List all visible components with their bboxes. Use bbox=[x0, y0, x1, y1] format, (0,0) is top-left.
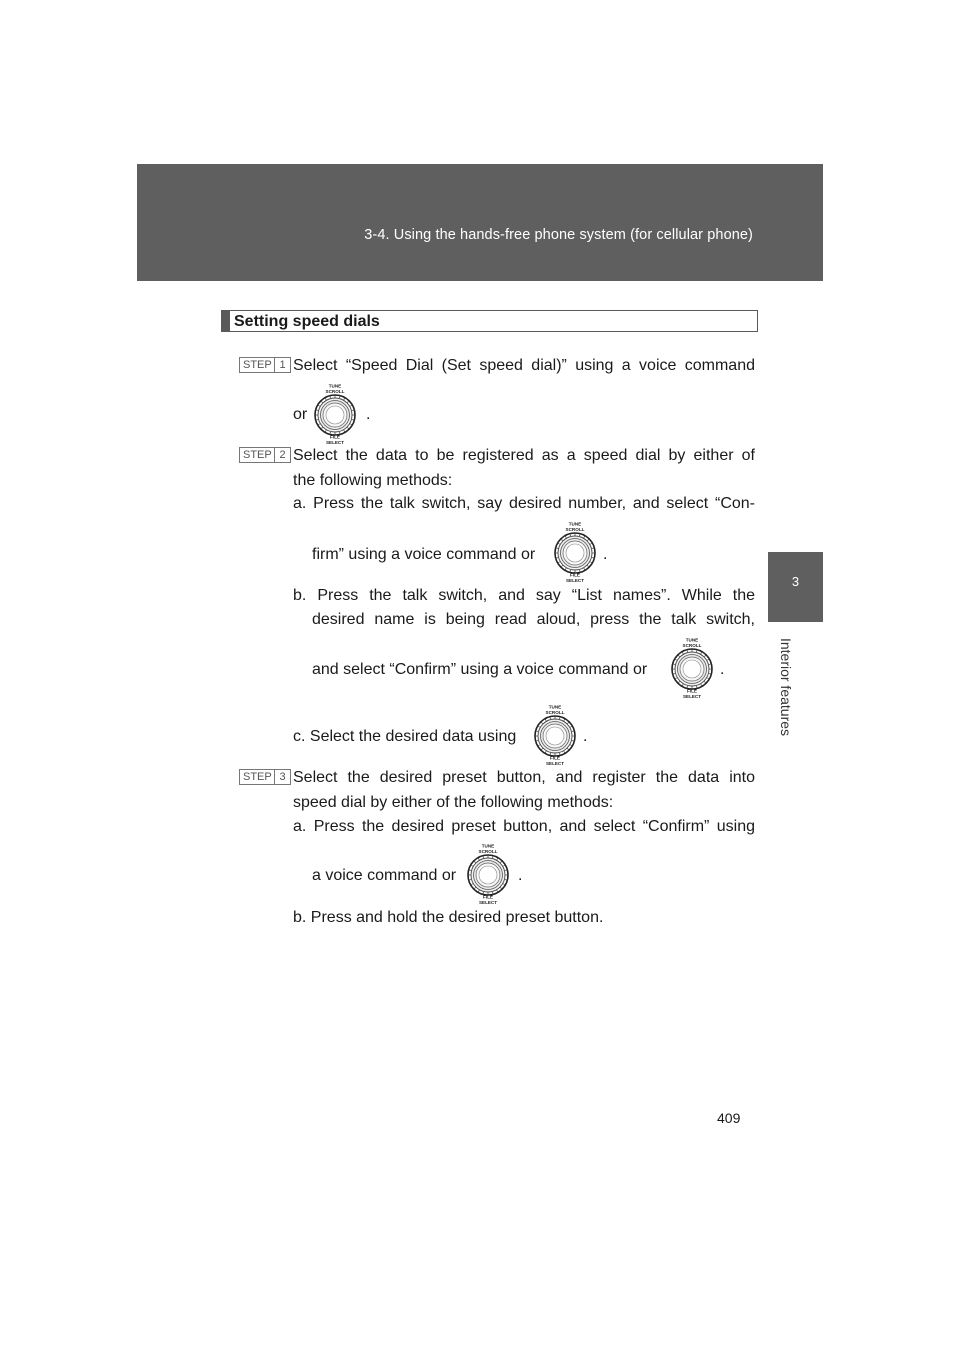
step-2-option-a-line-1: a. Press the talk switch, say desired number, and select “Con- bbox=[293, 495, 755, 512]
knob-ring-5 bbox=[546, 727, 564, 745]
knob-ring-5 bbox=[479, 866, 497, 884]
knob-label-bottom-1: FILE bbox=[550, 755, 560, 761]
page-number: 409 bbox=[717, 1110, 741, 1126]
chapter-header-band bbox=[137, 164, 823, 281]
knob-label-bottom-2: SELECT bbox=[565, 578, 585, 583]
step-3-text-line-1: Select the desired preset button, and register the data into bbox=[293, 769, 755, 786]
step-1-label: STEP 1 bbox=[239, 357, 291, 373]
knob-label-bottom-2: SELECT bbox=[325, 440, 345, 445]
step-2-option-c-line-1-start: c. Select the desired data using bbox=[293, 728, 517, 745]
tune-select-knob-graphic bbox=[549, 520, 601, 584]
step-1-text-line-2-end: . bbox=[366, 406, 371, 423]
step-2-option-b-line-2: desired name is being read aloud, press the talk switch, bbox=[312, 611, 755, 628]
knob-ring-5 bbox=[566, 544, 584, 562]
knob-label-top-2: SCROLL bbox=[545, 710, 565, 715]
step-2-option-b-line-3-start: and select “Confirm” using a voice command or bbox=[312, 661, 648, 678]
step-3-text-line-2: speed dial by either of the following methods: bbox=[293, 794, 614, 811]
chapter-side-label bbox=[772, 622, 800, 752]
tune-select-knob-graphic bbox=[666, 636, 718, 700]
step-2-option-c-line-1-end: . bbox=[583, 728, 588, 745]
step-1-text-line-1: Select “Speed Dial (Set speed dial)” using a voice command bbox=[293, 357, 755, 374]
knob-label-bottom-1: FILE bbox=[687, 688, 697, 694]
knob-label-top-2: SCROLL bbox=[682, 643, 702, 648]
step-3-option-a-line-2-start: a voice command or bbox=[312, 867, 457, 884]
step-1-text-line-2-start: or bbox=[293, 406, 308, 423]
step-2-text-line-1: Select the data to be registered as a speed dial by either of bbox=[293, 447, 755, 464]
knob-ring-5 bbox=[326, 406, 344, 424]
tune-select-knob-icon bbox=[529, 703, 581, 767]
tune-select-knob-graphic bbox=[309, 382, 361, 446]
chapter-name: Interior features bbox=[778, 637, 794, 737]
knob-label-bottom-2: SELECT bbox=[682, 694, 702, 699]
step-2-option-b-line-3-end: . bbox=[720, 661, 725, 678]
tune-select-knob-graphic bbox=[462, 842, 514, 906]
step-2-option-b-line-1: b. Press the talk switch, and say “List names”. While the bbox=[293, 587, 755, 604]
knob-label-top-1: TUNE bbox=[568, 521, 582, 527]
tune-select-knob-icon bbox=[666, 636, 718, 700]
chapter-number: 3 bbox=[791, 574, 800, 589]
tune-select-knob-graphic bbox=[529, 703, 581, 767]
chapter-tab bbox=[768, 552, 823, 622]
step-3-option-a-line-2-end: . bbox=[518, 867, 523, 884]
knob-label-top-2: SCROLL bbox=[565, 527, 585, 532]
running-header-title: 3-4. Using the hands-free phone system (for cellular phone) bbox=[364, 227, 753, 243]
step-2-text-line-2: the following methods: bbox=[293, 472, 453, 489]
knob-label-bottom-1: FILE bbox=[570, 572, 580, 578]
step-2-option-a-line-2-start: firm” using a voice command or bbox=[312, 546, 536, 563]
knob-label-top-1: TUNE bbox=[548, 704, 562, 710]
knob-label-bottom-2: SELECT bbox=[545, 761, 565, 766]
knob-label-top-1: TUNE bbox=[685, 637, 699, 643]
knob-label-bottom-2: SELECT bbox=[478, 900, 498, 905]
knob-label-bottom-1: FILE bbox=[483, 894, 493, 900]
knob-label-top-2: SCROLL bbox=[325, 389, 345, 394]
tune-select-knob-icon bbox=[462, 842, 514, 906]
knob-label-top-2: SCROLL bbox=[478, 849, 498, 854]
knob-label-top-1: TUNE bbox=[328, 383, 342, 389]
step-3-label: STEP 3 bbox=[239, 769, 291, 785]
tune-select-knob-icon bbox=[309, 382, 361, 446]
knob-label-top-1: TUNE bbox=[481, 843, 495, 849]
section-title: Setting speed dials bbox=[234, 313, 380, 330]
knob-label-bottom-1: FILE bbox=[330, 434, 340, 440]
section-heading bbox=[221, 310, 758, 332]
step-3-option-a-line-1: a. Press the desired preset button, and select “Confirm” using bbox=[293, 818, 755, 835]
knob-ring-5 bbox=[683, 660, 701, 678]
section-heading-bar bbox=[222, 311, 230, 331]
tune-select-knob-icon bbox=[549, 520, 601, 584]
step-2-option-a-line-2-end: . bbox=[603, 546, 608, 563]
step-2-label: STEP 2 bbox=[239, 447, 291, 463]
step-3-option-b-line-1: b. Press and hold the desired preset button. bbox=[293, 909, 604, 926]
